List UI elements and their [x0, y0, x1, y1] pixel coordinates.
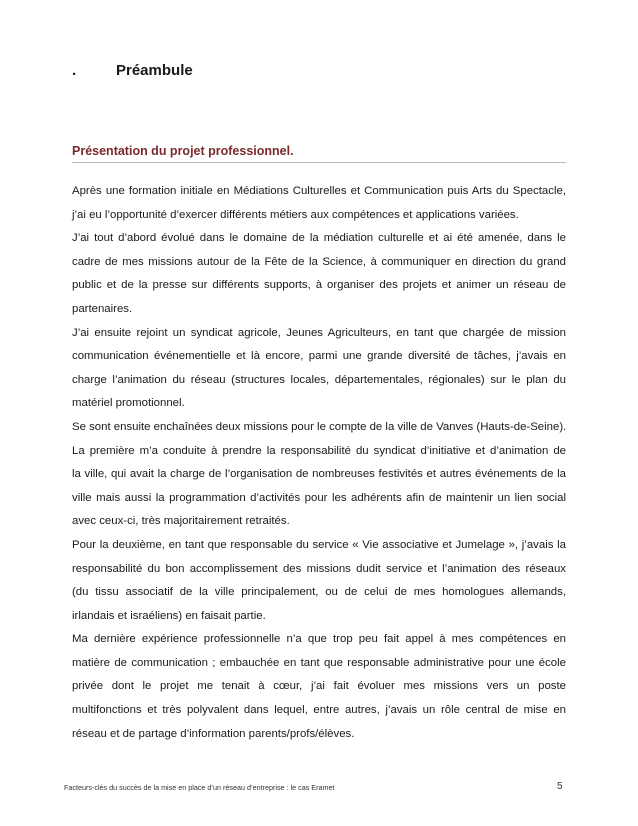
text-line: privée dont le projet me tenait à cœur, j’ai fait évoluer mes missions vers un poste	[72, 680, 566, 693]
footer-text: Facteurs-clés du succès de la mise en place d’un réseau d’entreprise : le cas Eramet	[64, 783, 335, 792]
text-line: cadre de mes missions autour de la Fête de la Science, à communiquer en direction du grand	[72, 255, 566, 268]
text-line: La première m’a conduite à prendre la responsabilité du syndicat d’initiative et d’animation de	[72, 444, 566, 457]
text-line: réseau et de partage d’information parents/profs/élèves.	[72, 727, 355, 740]
page-number: 5	[557, 781, 563, 792]
text-line: partenaires.	[72, 302, 133, 315]
text-line: multifonctions et très polyvalent dans lequel, entre autres, j’avais un rôle central de mise en	[72, 704, 566, 717]
text-line: responsabilité du bon accomplissement des missions dudit service et l’animation des réseaux	[72, 562, 566, 575]
text-line: public et de la presse sur différents supports, à organiser des projets et animer un réseau de	[72, 279, 566, 292]
text-line: la ville, qui avait la charge de l’organisation de nombreuses festivités et autres événements de la	[72, 468, 566, 481]
text-line: (du tissu associatif de la ville principalement, ou de celui de mes homologues allemands,	[72, 586, 566, 599]
text-line: Ma dernière expérience professionnelle n’a que trop peu fait appel à mes compétences en	[72, 633, 566, 646]
text-line: Se sont ensuite enchaînées deux missions pour le compte de la ville de Vanves (Hauts-de-Seine).	[72, 420, 567, 433]
text-line: avec ceux-ci, très majoritairement retraités.	[72, 515, 290, 528]
body-paragraphs	[72, 180, 566, 746]
heading-title: Préambule	[116, 62, 193, 79]
text-line: J’ai ensuite rejoint un syndicat agricole, Jeunes Agriculteurs, en tant que chargée de mission	[72, 326, 566, 339]
text-line: Après une formation initiale en Médiations Culturelles et Communication puis Arts du Spectacle,	[72, 185, 566, 197]
text-line: Pour la deuxième, en tant que responsable du service « Vie associative et Jumelage », j’avais la	[72, 538, 566, 551]
text-line: matière de communication ; embauchée en tant que responsable administrative pour une école	[72, 656, 566, 669]
text-line: irlandais et israéliens) en faisait partie.	[72, 609, 266, 622]
text-line: J’ai tout d’abord évolué dans le domaine de la médiation culturelle et ai été amenée, dans le	[72, 232, 566, 245]
text-line: matériel promotionnel.	[72, 397, 185, 410]
text-line: j’ai eu l’opportunité d’exercer différents métiers aux compétences et applications variées.	[72, 208, 519, 221]
text-line: ville mais aussi la programmation d’activités pour les adhérents afin de maintenir un lien social	[72, 491, 566, 504]
subsection-title: Présentation du projet professionnel.	[72, 144, 566, 163]
text-line: charge l’animation du réseau (structures locales, départementales, régionales) sur le plan du	[72, 373, 566, 386]
heading-number: .	[72, 62, 77, 79]
section-heading	[72, 62, 193, 79]
text-line: communication événementielle et là encore, parmi une grande diversité de tâches, j’avais en	[72, 350, 566, 363]
